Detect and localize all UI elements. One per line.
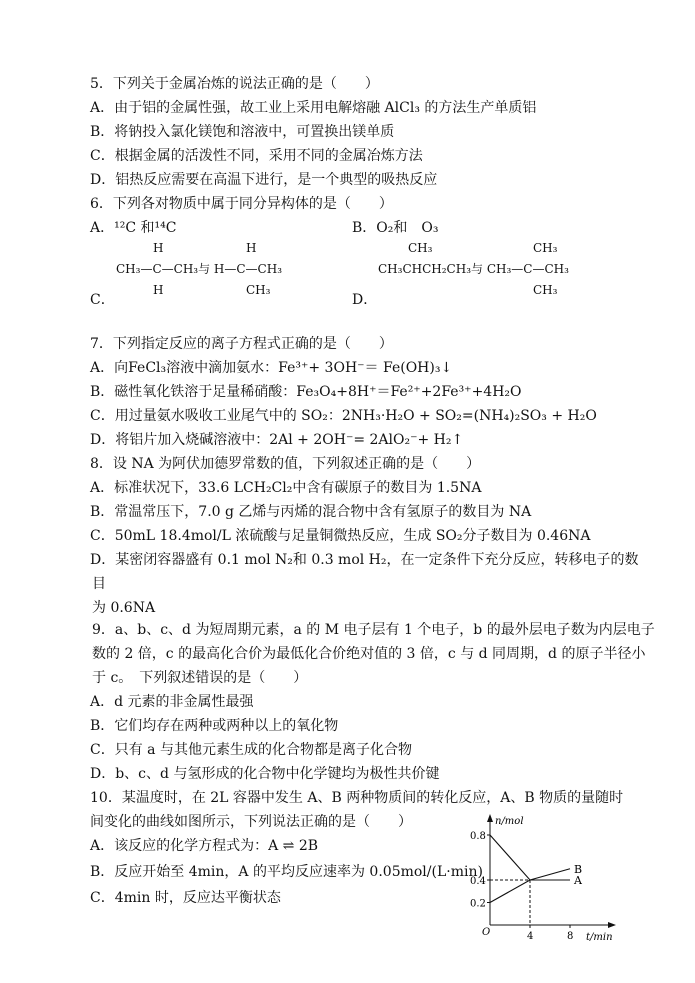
q9-option-c: C．只有 a 与其他元素生成的化合物都是离子化合物 [90,742,412,758]
series-A-label: A [574,874,582,887]
q10-option-b: B．反应开始至 4min，A 的平均反应速率为 0.05mol/(L·min) [90,864,483,880]
q8-option-a: A．标准状况下，33.6 LCH₂Cl₂中含有碳原子的数目为 1.5NA [90,480,482,496]
q6-option-a: A．¹²C 和¹⁴C [90,220,177,236]
q9-stem-line2: 数的 2 倍，c 的最高化合价为最低化合价绝对值的 3 倍，c 与 d 同周期，d 的原子半径小 [92,646,646,662]
y-tick-label-1: 0.4 [470,876,486,887]
q8-option-d-wrap2: 为 0.6NA [92,600,156,616]
q5-option-c: C．根据金属的活泼性不同，采用不同的金属冶炼方法 [90,148,423,164]
q6d-ch3-top1: CH₃ [408,241,433,255]
q6d-ch3-bot2: CH₃ [533,283,558,297]
q10-stem-line1: 10．某温度时，在 2L 容器中发生 A、B 两种物质间的转化反应，A、B 物质的量随时 [90,790,624,806]
q6-option-d: D． [352,292,378,308]
q9-option-a: A．d 元素的非金属性最强 [90,694,254,710]
q6-option-b: B．O₂和 O₃ [352,220,439,236]
q7-option-a: A．向FeCl₃溶液中滴加氨水：Fe³⁺+ 3OH⁻＝ Fe(OH)₃↓ [90,360,453,376]
q7-option-d: D．将铝片加入烧碱溶液中：2Al + 2OH⁻= 2AlO₂⁻+ H₂↑ [90,432,464,448]
q10-option-c: C．4min 时，反应达平衡状态 [90,890,281,906]
y-axis-label: n/mol [495,816,524,827]
q5-option-b: B．将钠投入氯化镁饱和溶液中，可置换出镁单质 [90,124,395,140]
q10-stem-line2: 间变化的曲线如图所示，下列说法正确的是（ ） [90,814,412,830]
q9-option-b: B．它们均存在两种或两种以上的氧化物 [90,718,339,734]
q8-option-d-wrap1: 目 [92,576,106,592]
q8-option-b: B．常温常压下，7.0 g 乙烯与丙烯的混合物中含有氢原子的数目为 NA [90,504,532,520]
y-tick-label-2: 0.2 [470,898,486,910]
q6c-h-top1: H [153,241,164,255]
q8-option-d: D．某密闭容器盛有 0.1 mol N₂和 0.3 mol H₂，在一定条件下充分反应，转移电子的数 [90,552,639,568]
q10-option-a: A．该反应的化学方程式为：A ⇌ 2B [90,838,319,854]
q8-option-c: C．50mL 18.4mol/L 浓硫酸与足量铜微热反应，生成 SO₂分子数目为 0.46NA [90,528,591,544]
q5-option-a: A．由于铝的金属性强，故工业上采用电解熔融 AlCl₃ 的方法生产单质铝 [90,100,537,116]
q8-stem: 8．设 NA 为阿伏加德罗常数的值，下列叙述正确的是（ ） [90,456,481,472]
q5-stem: 5．下列关于金属冶炼的说法正确的是（ ） [90,76,379,92]
y-tick-label-0: 0.8 [470,831,486,842]
origin-label: O [482,927,491,938]
x-tick-label-1: 8 [567,931,574,942]
q9-stem-line1: 9．a、b、c、d 为短周期元素，a 的 M 电子层有 1 个电子，b 的最外层电子数为内层电子 [92,622,655,638]
q7-option-b: B．磁性氧化铁溶于足量稀硝酸：Fe₃O₄+8H⁺＝Fe²⁺+2Fe³⁺+4H₂O [90,384,522,400]
q6-stem: 6．下列各对物质中属于同分异构体的是（ ） [90,196,393,212]
x-axis-arrow [608,922,616,928]
q9-stem-line3: 于 c。 下列叙述错误的是（ ） [92,670,308,686]
q7-stem: 7．下列指定反应的离子方程式正确的是（ ） [90,336,393,352]
y-axis-arrow [487,814,493,822]
series-A-line [490,835,570,880]
q6c-ch3-bot2: CH₃ [246,283,271,297]
series-B-label: B [574,862,583,876]
x-tick-label-0: 4 [527,931,534,942]
q6d-ch3-top2: CH₃ [533,241,558,255]
q6c-h-top2: H [246,241,257,255]
q6c-chain: CH₃—C—CH₃与 H—C—CH₃ [116,262,283,276]
q6c-h-bot1: H [153,283,164,297]
q6-option-c: C． [90,292,115,308]
q7-option-c: C．用过量氨水吸收工业尾气中的 SO₂：2NH₃·H₂O + SO₂=(NH₄)₂SO₃ + H₂O [90,408,597,424]
q5-option-d: D．铝热反应需要在高温下进行，是一个典型的吸热反应 [90,172,438,188]
q9-option-d: D．b、c、d 与氢形成的化合物中化学键均为极性共价键 [90,766,440,782]
reaction-chart [462,812,622,944]
x-axis-label: t/min [586,932,613,943]
q6d-chain: CH₃CHCH₂CH₃与 CH₃—C—CH₃ [378,262,569,276]
